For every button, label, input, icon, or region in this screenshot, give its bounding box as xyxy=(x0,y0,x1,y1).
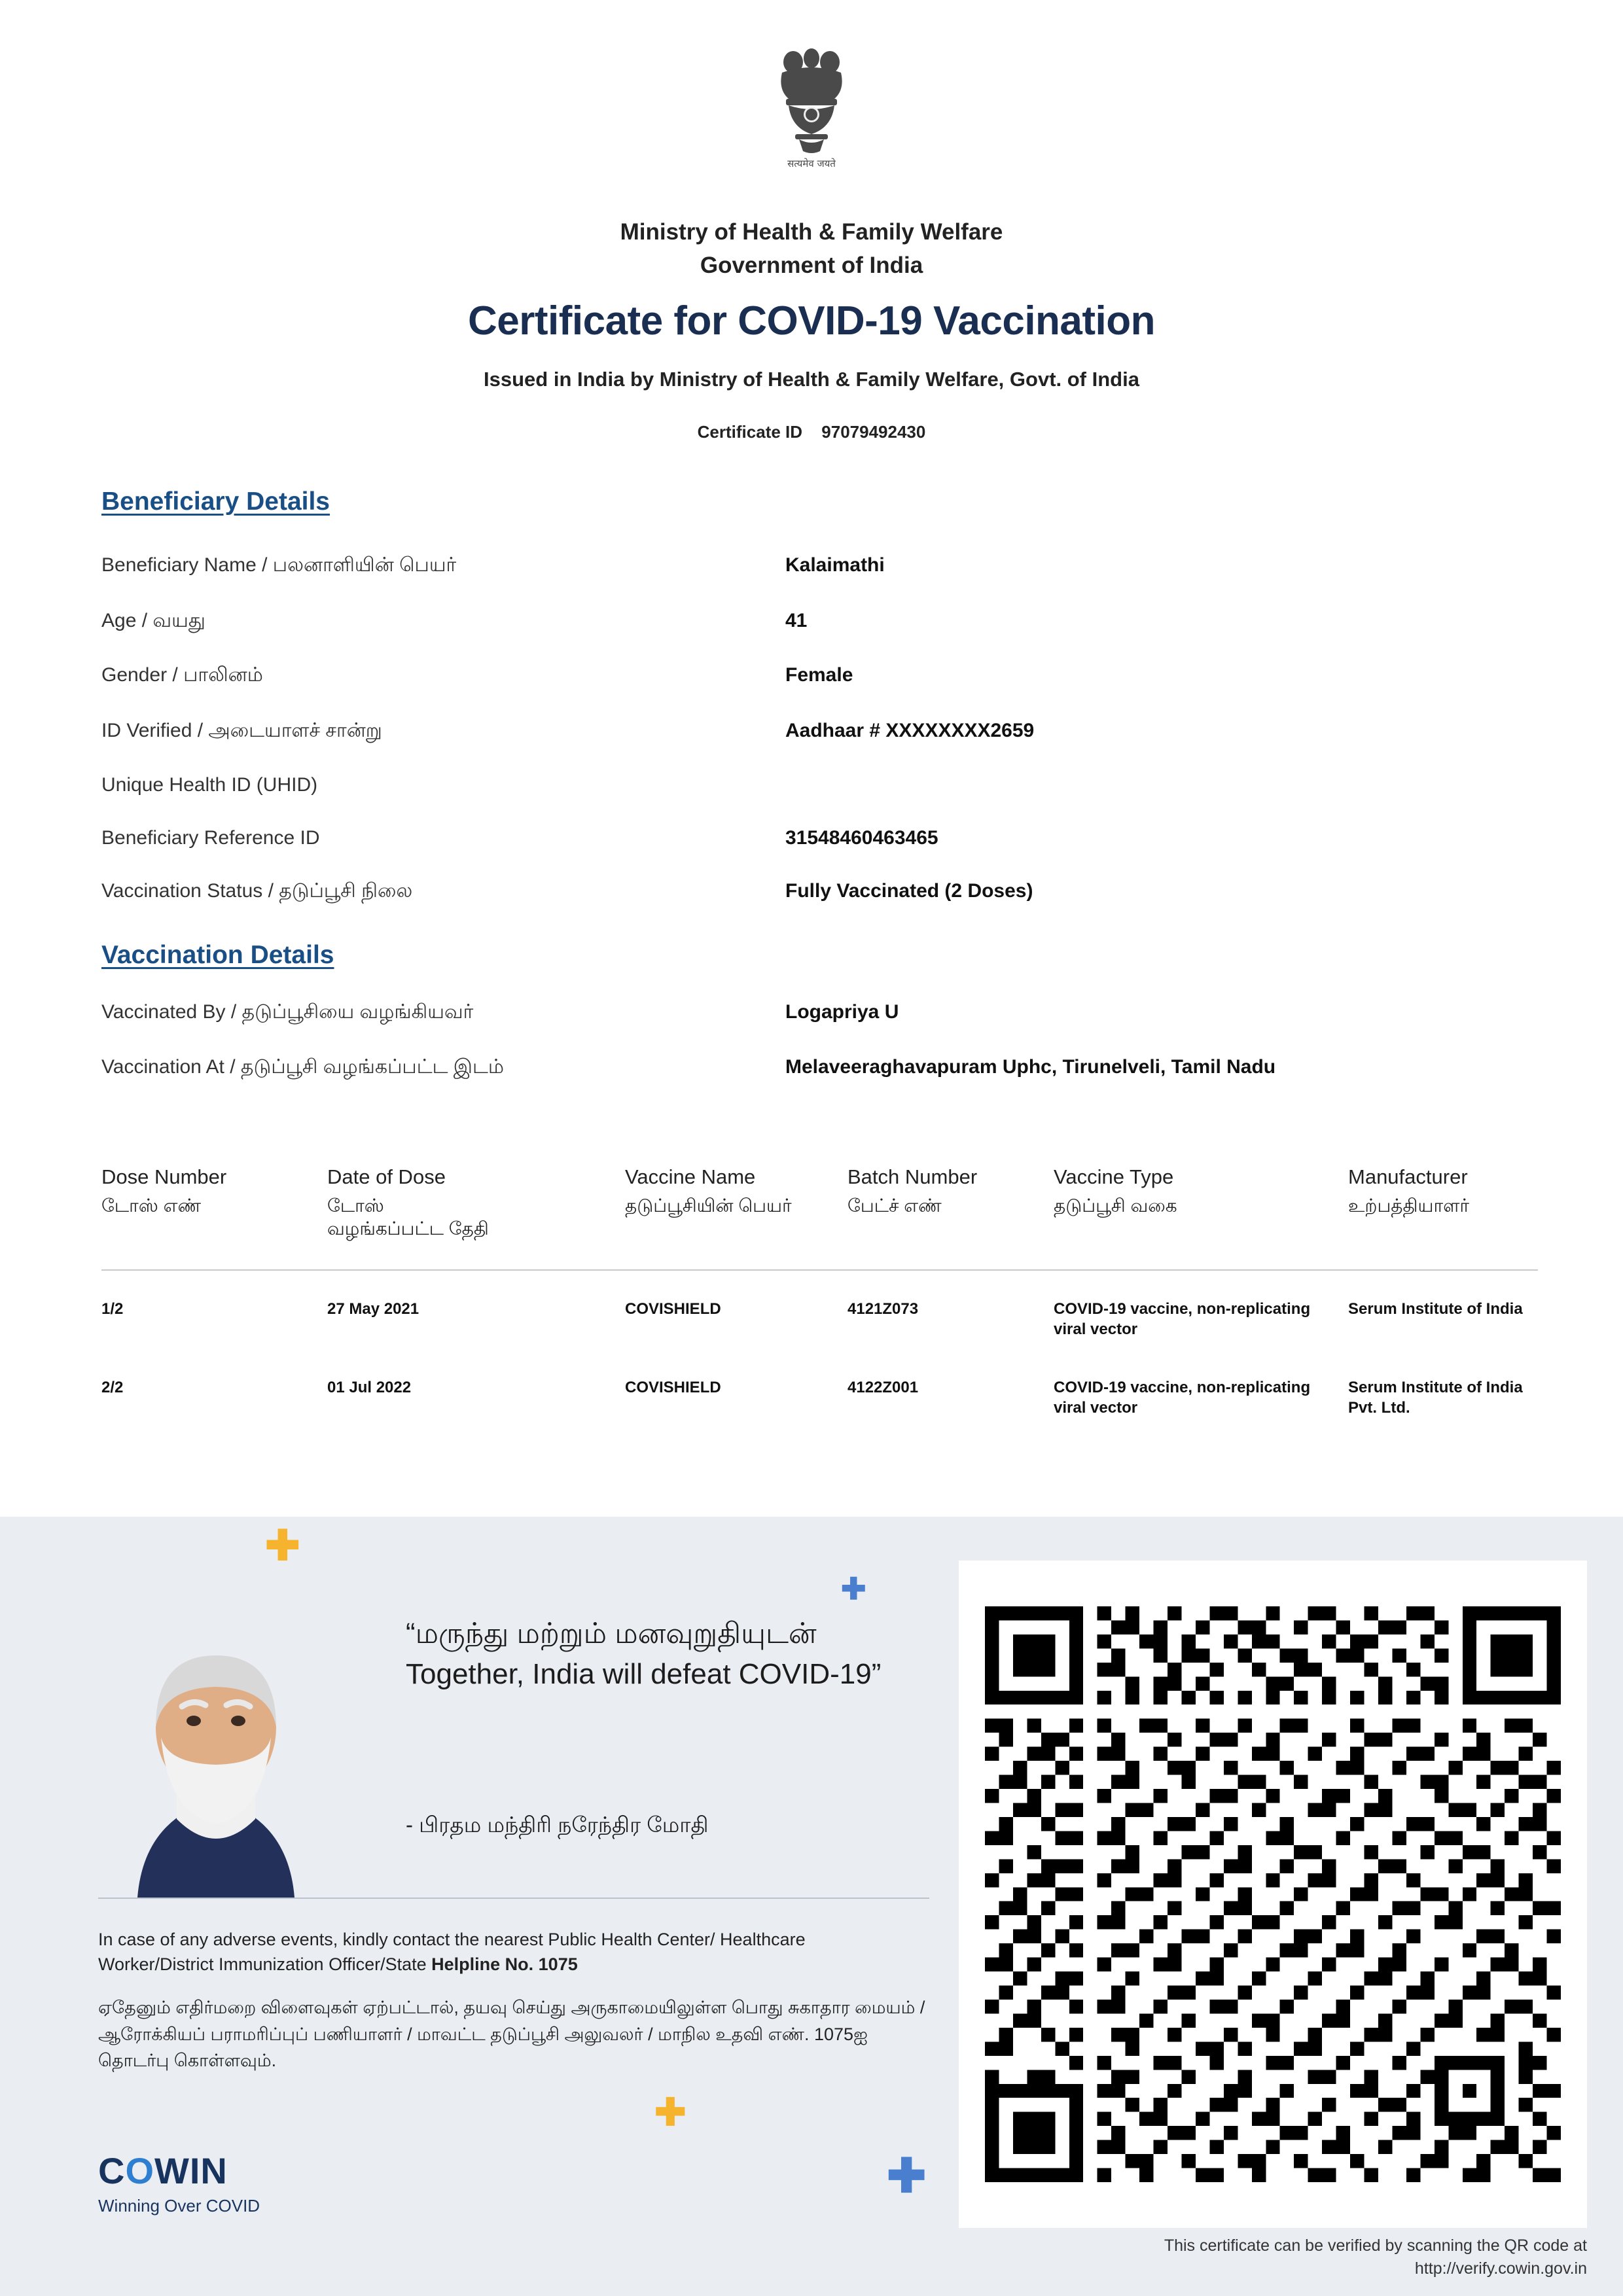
cell-vaccine-type: COVID-19 vaccine, non-replicating viral vector xyxy=(1054,1379,1311,1417)
dose-table xyxy=(101,1165,1538,1417)
ministry-line-2: Government of India xyxy=(700,252,923,278)
column-vaccine-type xyxy=(1054,1165,1329,1217)
col-ta: பேட்ச் எண் xyxy=(847,1195,942,1216)
qr-code-icon xyxy=(985,1606,1561,2182)
beneficiary-details-heading: Beneficiary Details xyxy=(101,487,330,516)
label: Beneficiary Reference ID xyxy=(101,827,320,849)
decorative-plus-icon: ✚ xyxy=(654,2091,687,2134)
quote-attribution: - பிரதம மந்திரி நரேந்திர மோதி xyxy=(406,1812,709,1837)
cell-vaccine-type: COVID-19 vaccine, non-replicating viral vector xyxy=(1054,1300,1311,1339)
cell-batch-number: 4121Z073 xyxy=(847,1300,919,1318)
column-manufacturer xyxy=(1348,1165,1538,1217)
cell-vaccine-name: COVISHIELD xyxy=(625,1300,721,1318)
cell-dose-number: 2/2 xyxy=(101,1379,124,1396)
col-en: Dose Number xyxy=(101,1165,227,1188)
decorative-plus-icon: ✚ xyxy=(887,2150,927,2202)
cell-batch-number: 4122Z001 xyxy=(847,1379,919,1396)
table-row xyxy=(101,1299,1538,1371)
verify-url: http://verify.cowin.gov.in xyxy=(1414,2259,1587,2278)
verify-line-1: This certificate can be verified by scanning the QR code at xyxy=(1164,2236,1587,2255)
label: Gender / பாலினம் xyxy=(101,664,263,686)
cowin-logo xyxy=(98,2150,260,2216)
helpline-number: Helpline No. 1075 xyxy=(431,1954,578,1975)
cowin-tagline: Winning Over COVID xyxy=(98,2196,260,2216)
svg-text:सत्यमेव जयते: सत्यमेव जयते xyxy=(787,158,836,169)
label: Age / வயது xyxy=(101,610,205,631)
col-ta: தடுப்பூசியின் பெயர் xyxy=(625,1195,792,1216)
value: 31548460463465 xyxy=(785,827,938,849)
col-en: Vaccine Name xyxy=(625,1165,756,1188)
col-en: Batch Number xyxy=(847,1165,978,1188)
table-row xyxy=(101,1377,1538,1449)
decorative-plus-icon: ✚ xyxy=(841,1572,866,1606)
cowin-wordmark xyxy=(98,2150,260,2191)
table-header-row xyxy=(101,1165,1538,1250)
label: Beneficiary Name / பலனாளியின் பெயர் xyxy=(101,554,457,576)
adverse-events-english xyxy=(98,1927,916,1977)
value: Melaveeraghavapuram Uphc, Tirunelveli, Tamil Nadu xyxy=(785,1056,1276,1078)
column-vaccine-name xyxy=(625,1165,841,1217)
value: 41 xyxy=(785,610,808,631)
ministry-line-1: Ministry of Health & Family Welfare xyxy=(620,219,1003,245)
label: ID Verified / அடையாளச் சான்று xyxy=(101,720,382,741)
value: Aadhaar # XXXXXXXX2659 xyxy=(785,720,1035,741)
footer-divider xyxy=(98,1898,929,1899)
pm-quote xyxy=(406,1615,929,1693)
certificate-id-value: 97079492430 xyxy=(821,422,926,442)
value: Logapriya U xyxy=(785,1001,899,1023)
col-ta: உற்பத்தியாளர் xyxy=(1348,1195,1470,1216)
prime-minister-photo-icon xyxy=(98,1623,334,1898)
cowin-o: O xyxy=(125,2150,155,2191)
label: Vaccination Status / தடுப்பூசி நிலை xyxy=(101,880,413,902)
cowin-c: C xyxy=(98,2150,126,2191)
page-title: Certificate for COVID-19 Vaccination xyxy=(467,298,1156,344)
cell-vaccine-name: COVISHIELD xyxy=(625,1379,721,1396)
column-date-of-dose xyxy=(327,1165,497,1240)
col-en: Manufacturer xyxy=(1348,1165,1468,1188)
quote-tamil: “மருந்து மற்றும் மனவுறுதியுடன் xyxy=(406,1617,817,1650)
col-en: Vaccine Type xyxy=(1054,1165,1174,1188)
value: Female xyxy=(785,664,853,686)
adverse-events-tamil: ஏதேனும் எதிர்மறை விளைவுகள் ஏற்பட்டால், தயவு செய்து அருகாமையிலுள்ள பொது சுகாதார மையம் / ஆரோக்கியப் பராமரிப்புப் பணியாளர் / மாவட்ட தடுப்பூசி அலுவலர் / மாநில உதவி எண். 1075ஐ தொடர்பு கொள்ளவும். xyxy=(98,1998,925,2070)
label: Unique Health ID (UHID) xyxy=(101,774,318,796)
cell-manufacturer: Serum Institute of India Pvt. Ltd. xyxy=(1348,1379,1523,1417)
page-subtitle: Issued in India by Ministry of Health & Family Welfare, Govt. of India xyxy=(484,368,1139,391)
quote-english: Together, India will defeat COVID-19” xyxy=(406,1658,882,1691)
certificate-id-label: Certificate ID xyxy=(697,422,803,442)
vaccination-details-heading: Vaccination Details xyxy=(101,941,334,969)
cell-dose-number: 1/2 xyxy=(101,1300,124,1318)
cell-manufacturer: Serum Institute of India xyxy=(1348,1300,1523,1318)
certificate-id xyxy=(0,422,1623,442)
col-ta: டோஸ் எண் xyxy=(101,1195,202,1216)
column-batch-number xyxy=(847,1165,1037,1217)
col-ta: டோஸ் வழங்கப்பட்ட தேதி xyxy=(327,1195,489,1239)
decorative-plus-icon: ✚ xyxy=(265,1522,300,1569)
india-national-emblem-icon xyxy=(756,36,867,200)
qr-code-container xyxy=(959,1561,1587,2228)
adverse-line-2: Healthcare Worker/District Immunization Officer/State xyxy=(98,1930,806,1975)
cell-date: 01 Jul 2022 xyxy=(327,1379,412,1396)
value: Fully Vaccinated (2 Doses) xyxy=(785,880,1033,902)
ministry-name xyxy=(0,216,1623,283)
col-en: Date of Dose xyxy=(327,1165,446,1188)
column-dose-number xyxy=(101,1165,232,1217)
label: Vaccinated By / தடுப்பூசியை வழங்கியவர் xyxy=(101,1001,474,1023)
cowin-win: WIN xyxy=(154,2150,228,2191)
table-divider xyxy=(101,1269,1538,1271)
cell-date: 27 May 2021 xyxy=(327,1300,419,1318)
value: Kalaimathi xyxy=(785,554,885,576)
label: Vaccination At / தடுப்பூசி வழங்கப்பட்ட இடம் xyxy=(101,1056,504,1078)
emblem-container xyxy=(0,36,1623,203)
adverse-line-1: In case of any adverse events, kindly contact the nearest Public Health Center/ xyxy=(98,1930,715,1949)
col-ta: தடுப்பூசி வகை xyxy=(1054,1195,1177,1216)
verification-note xyxy=(959,2234,1587,2280)
